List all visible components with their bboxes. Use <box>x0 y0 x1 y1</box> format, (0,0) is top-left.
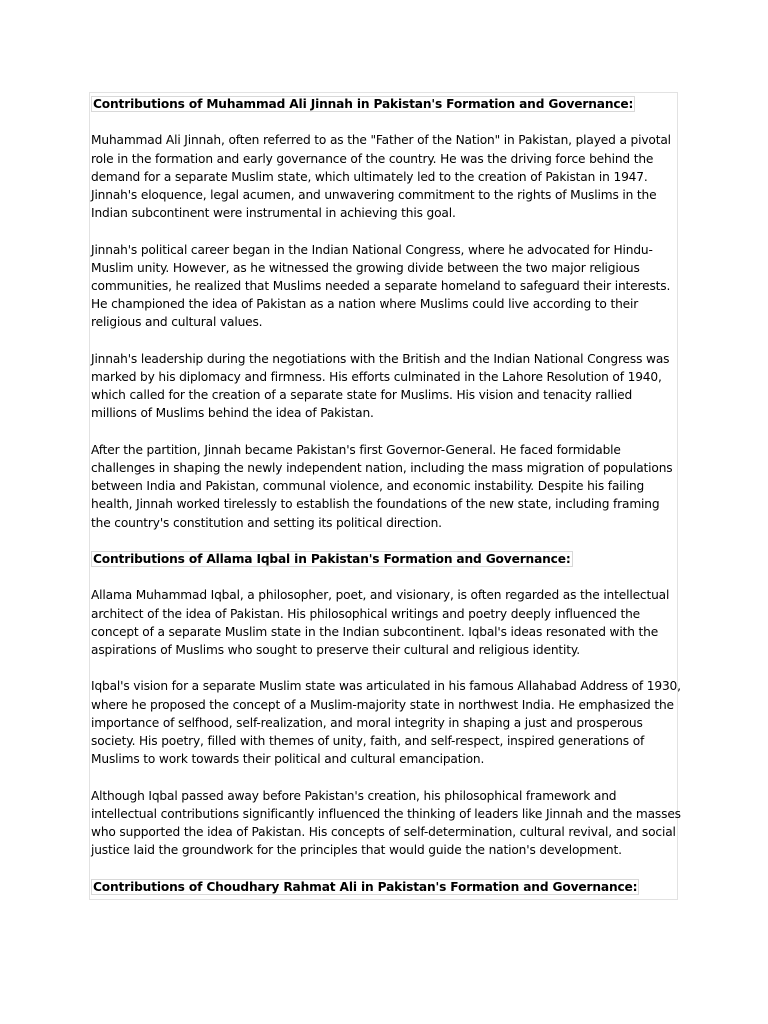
section-jinnah <box>91 95 681 532</box>
paragraph: Jinnah's leadership during the negotiations with the British and the Indian National Congress was marked by his diplomacy and firmness. His efforts culminated in the Lahore Resolution of 1940, which called for the creation of a separate state for Muslims. His vision and tenacity rallied millions of Muslims behind the idea of Pakistan. <box>91 351 670 421</box>
section-heading: Contributions of Choudhary Rahmat Ali in Pakistan's Formation and Governance: <box>93 879 638 894</box>
paragraph: Jinnah's political career began in the Indian National Congress, where he advocated for Hindu-Muslim unity. However, as he witnessed the growing divide between the two major religious communities, he realized that Muslims needed a separate homeland to safeguard their interests. He championed the idea of Pakistan as a nation where Muslims could live according to their religious and cultural values. <box>91 242 671 330</box>
paragraph: Although Iqbal passed away before Pakistan's creation, his philosophical framework and intellectual contributions significantly influenced the thinking of leaders like Jinnah and the masses who supported the idea of Pakistan. His concepts of self-determination, cultural revival, and social justice laid the groundwork for the principles that would guide the nation's development. <box>91 788 681 858</box>
paragraph: After the partition, Jinnah became Pakistan's first Governor-General. He faced formidable challenges in shaping the newly independent nation, including the mass migration of populations between India and Pakistan, communal violence, and economic instability. Despite his failing health, Jinnah worked tirelessly to establish the foundations of the new state, including framing the country's constitution and setting its political direction. <box>91 442 673 530</box>
paragraph: Iqbal's vision for a separate Muslim state was articulated in his famous Allahabad Address of 1930, where he proposed the concept of a Muslim-majority state in northwest India. He emphasized the importance of selfhood, self-realization, and moral integrity in shaping a just and prosperous society. His poetry, filled with themes of unity, faith, and self-respect, inspired generations of Muslims to work towards their political and cultural emancipation. <box>91 679 681 767</box>
section-iqbal <box>91 550 681 859</box>
paragraph: Muhammad Ali Jinnah, often referred to as the "Father of the Nation" in Pakistan, played a pivotal role in the formation and early governance of the country. He was the driving force behind the demand for a separate Muslim state, which ultimately led to the creation of Pakistan in 1947. Jinnah's eloquence, legal acumen, and unwavering commitment to the rights of Muslims in the Indian subcontinent were instrumental in achieving this goal. <box>91 133 671 221</box>
paragraph: Allama Muhammad Iqbal, a philosopher, poet, and visionary, is often regarded as the intellectual architect of the idea of Pakistan. His philosophical writings and poetry deeply influenced the concept of a separate Muslim state in the Indian subcontinent. Iqbal's ideas resonated with the aspirations of Muslims who sought to preserve their cultural and religious identity. <box>91 588 670 657</box>
section-heading: Contributions of Muhammad Ali Jinnah in Pakistan's Formation and Governance: <box>93 97 634 111</box>
section-rahmat-ali <box>91 878 681 896</box>
document-body <box>91 95 681 896</box>
section-heading: Contributions of Allama Iqbal in Pakistan's Formation and Governance: <box>93 551 571 566</box>
